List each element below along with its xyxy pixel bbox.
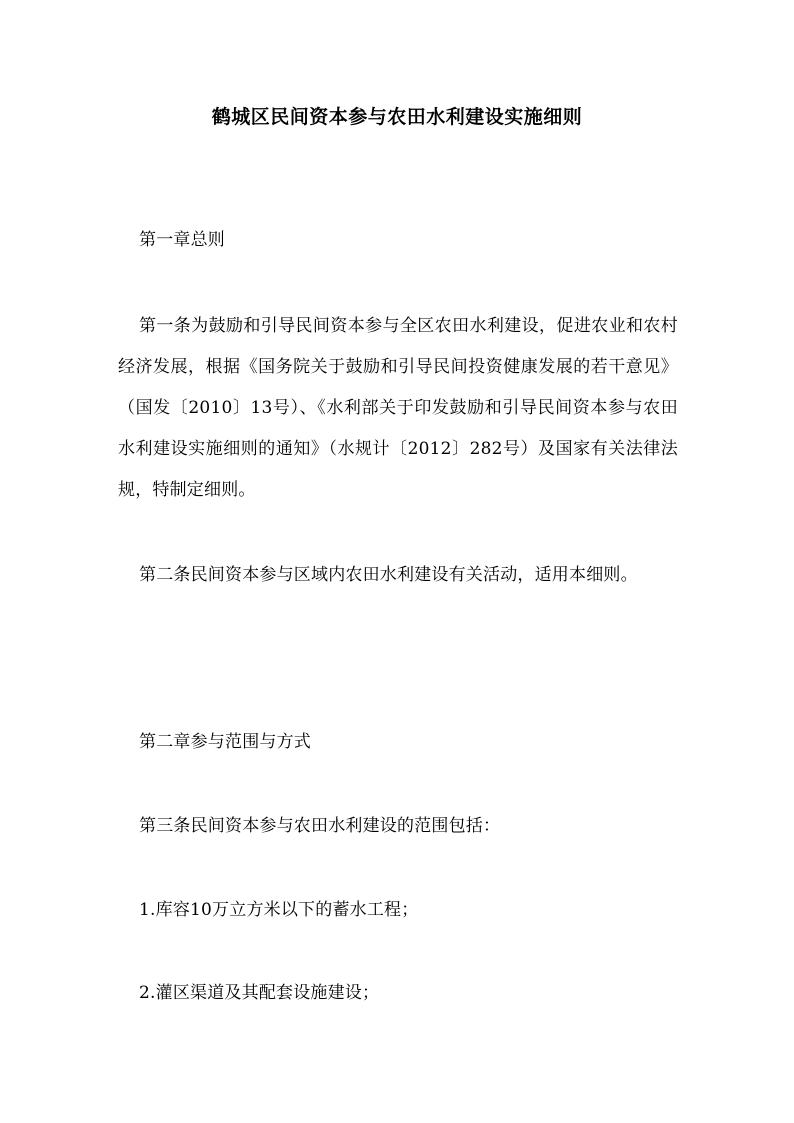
chapter-heading-2: 第二章参与范围与方式	[139, 732, 311, 752]
document-title: 鹤城区民间资本参与农田水利建设实施细则	[211, 106, 583, 128]
article-3-paragraph: 第三条民间资本参与农田水利建设的范围包括：	[139, 816, 501, 836]
article-2-paragraph: 第二条民间资本参与区域内农田水利建设有关活动，适用本细则。	[139, 565, 638, 585]
list-item-2: 2.灌区渠道及其配套设施建设；	[139, 983, 380, 1003]
list-item-1: 1.库容10万立方米以下的蓄水工程；	[139, 900, 419, 920]
chapter-heading-1: 第一章总则	[139, 230, 225, 250]
article-1-paragraph: 第一条为鼓励和引导民间资本参与全区农田水利建设，促进农业和农村经济发展，根据《国务院关于鼓励和引导民间投资健康发展的若干意见》（国发〔2010〕13号）、《水利部关于印发鼓励和引导民间资本参与农田水利建设实施细则的通知》（水规计〔2012〕282号）及国家有关法律法规，特制定细则。	[118, 316, 678, 500]
